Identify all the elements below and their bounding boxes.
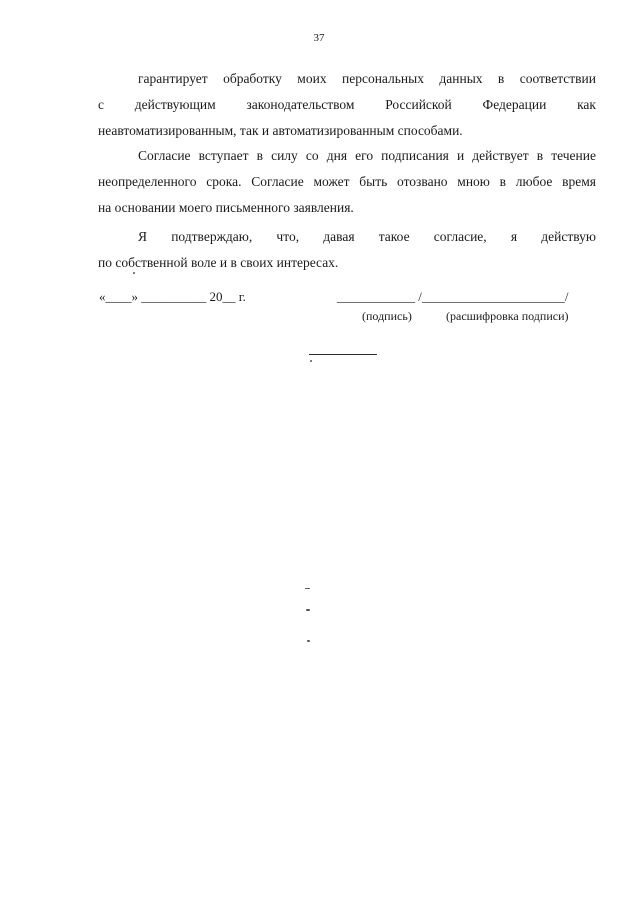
- paragraph-line: неавтоматизированным, так и автоматизированным способами.: [98, 123, 463, 138]
- scan-speck: [307, 640, 310, 642]
- end-of-document-rule: [309, 354, 377, 355]
- paragraph-confirmation: [98, 224, 596, 276]
- paragraph-consent-processing: [98, 66, 596, 144]
- paragraph-consent-term: [98, 143, 596, 221]
- scan-speck: [133, 272, 135, 274]
- signature-caption: (подпись): [362, 309, 412, 323]
- paragraph-line: гарантирует обработку моих персональных данных в соответствии: [138, 71, 596, 86]
- scan-speck: [305, 588, 310, 589]
- paragraph-line: по собственной воле и в своих интересах.: [98, 255, 339, 270]
- paragraph-line: на основании моего письменного заявления.: [98, 200, 354, 215]
- paragraph-line: с действующим законодательством Российской Федерации как: [98, 97, 596, 112]
- page-number: 37: [313, 32, 325, 44]
- signature-line: ____________ /______________________/: [337, 289, 569, 304]
- scan-speck: [306, 609, 310, 611]
- paragraph-line: неопределенного срока. Согласие может быть отозвано мною в любое время: [98, 174, 596, 189]
- scan-speck: [310, 360, 312, 362]
- signature-decoding-caption: (расшифровка подписи): [446, 309, 569, 323]
- date-line: «____» __________ 20__ г.: [99, 289, 246, 304]
- paragraph-line: Согласие вступает в силу со дня его подписания и действует в течение: [138, 148, 596, 163]
- paragraph-line: Я подтверждаю, что, давая такое согласие, я действую: [138, 229, 596, 244]
